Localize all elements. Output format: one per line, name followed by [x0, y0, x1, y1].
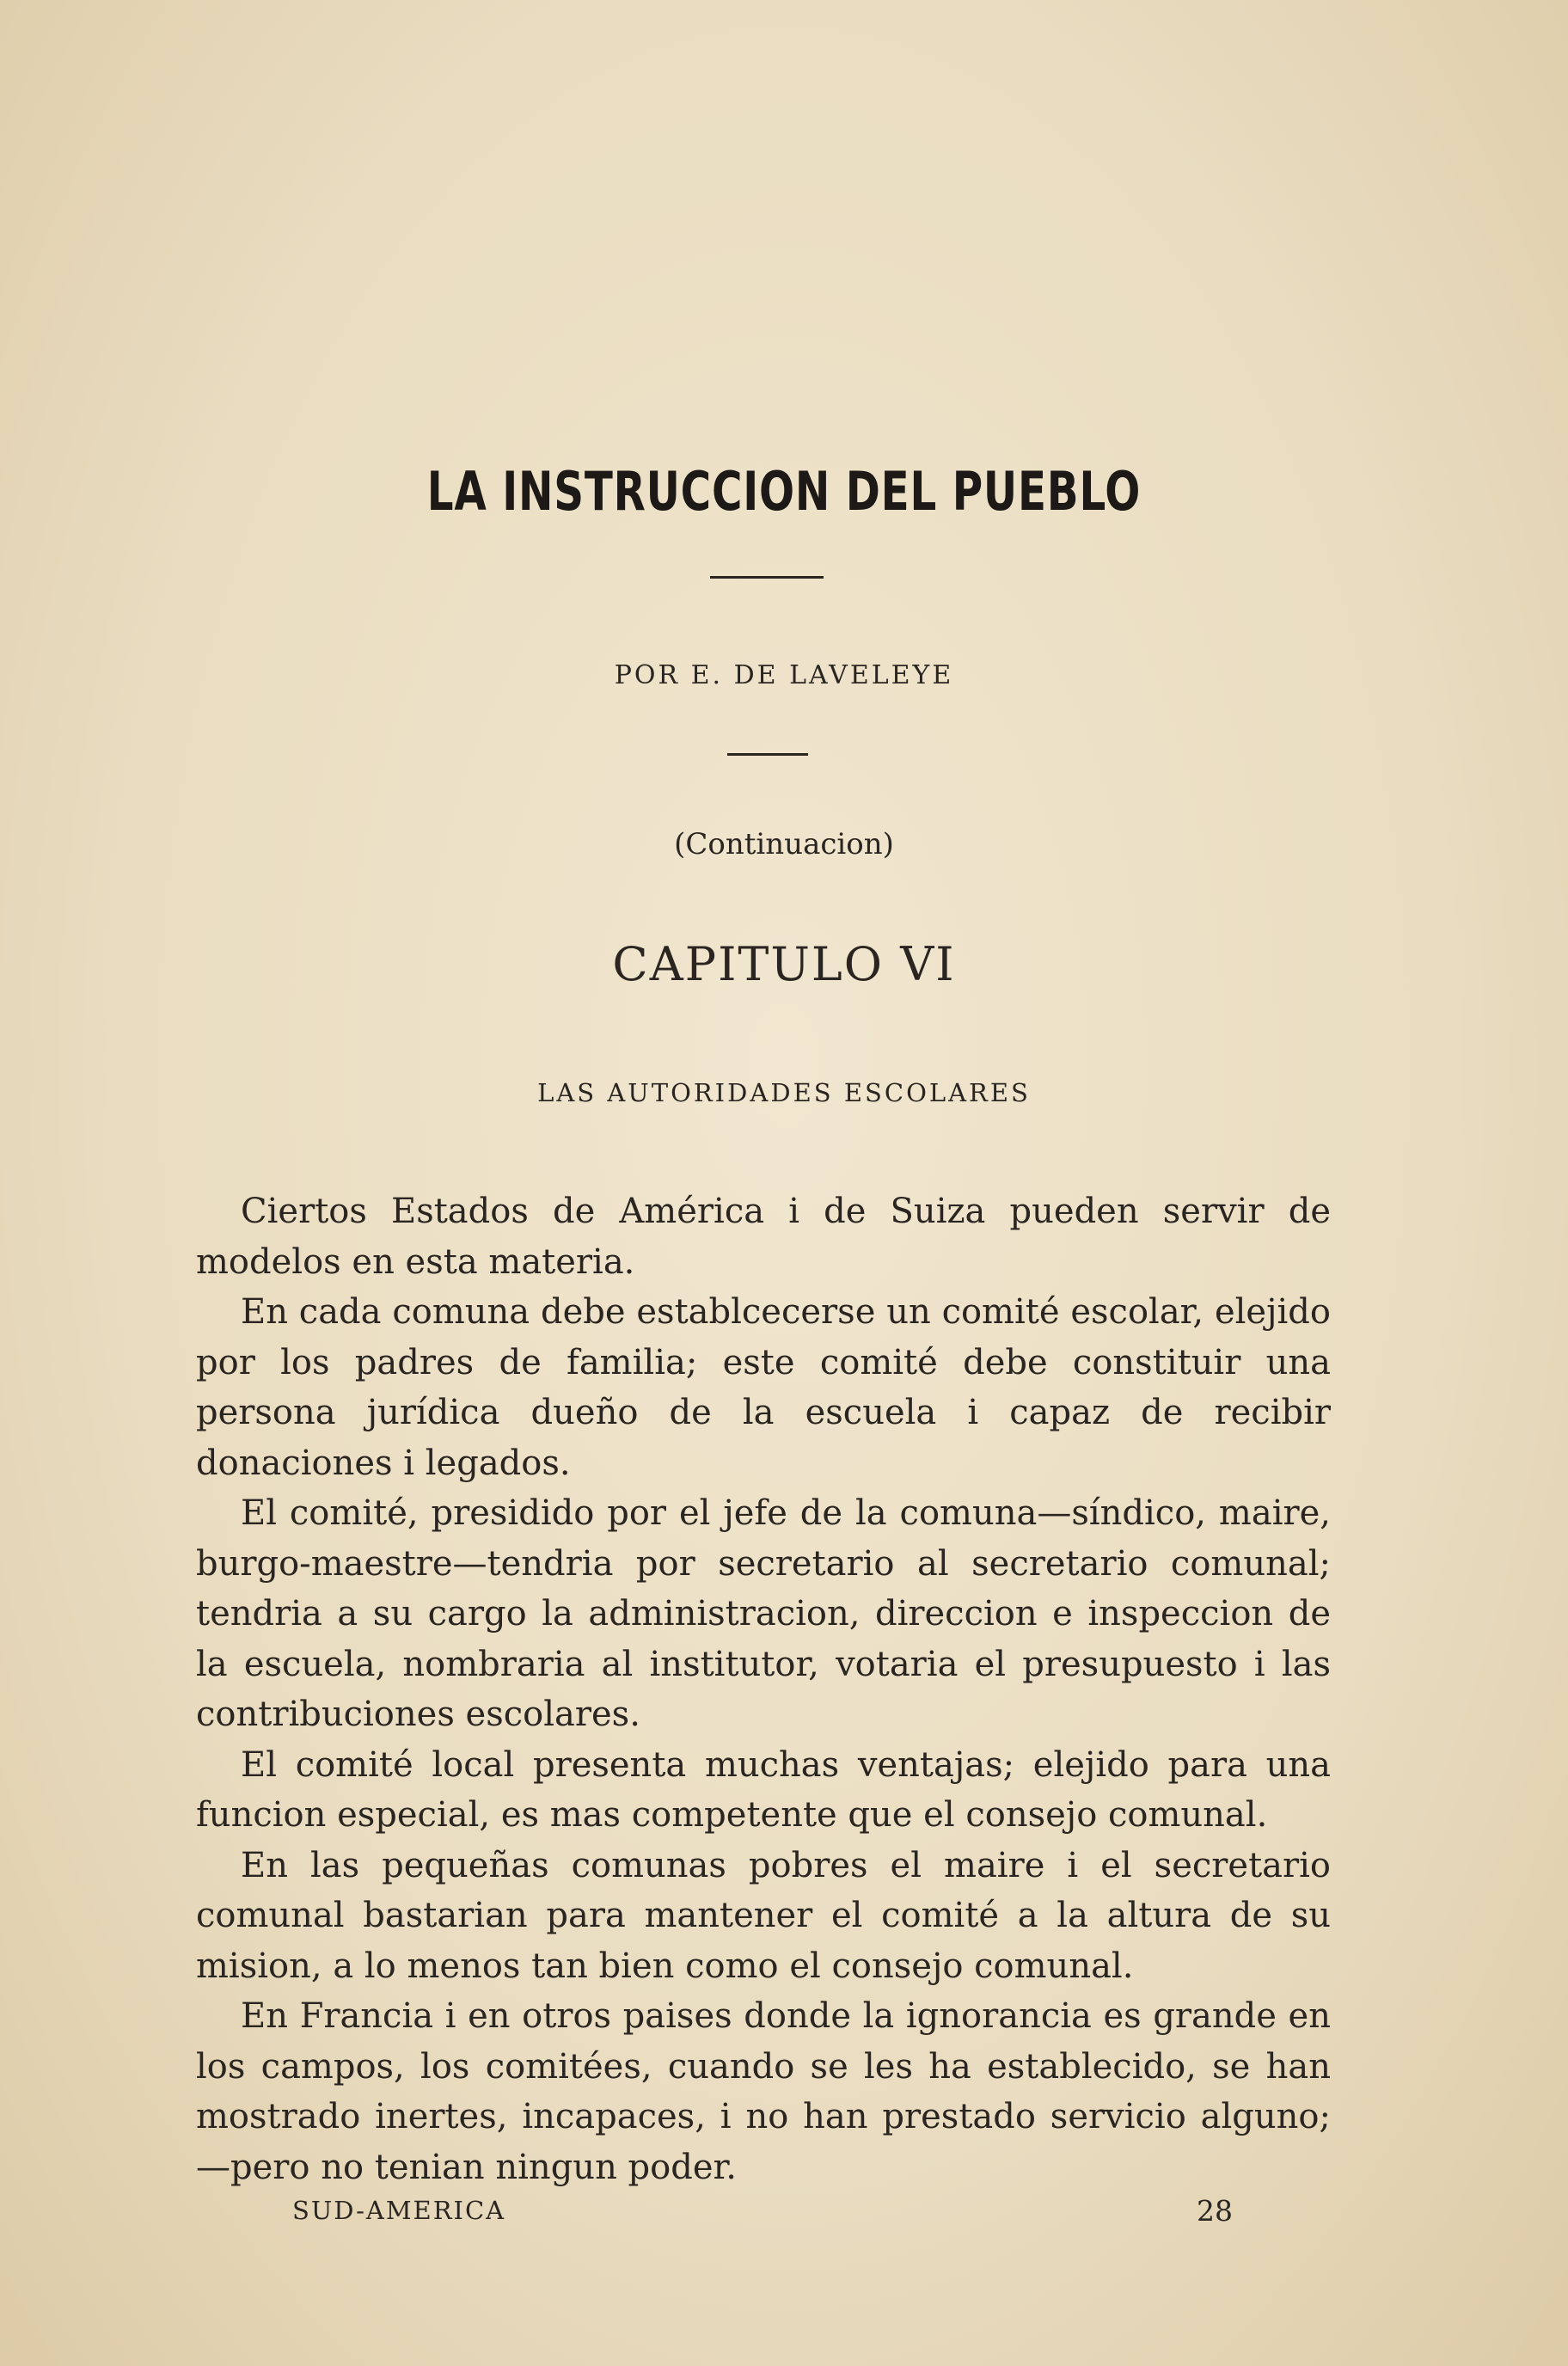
paragraph: En cada comuna debe establcecerse un comité escolar, elejido por los padres de familia; este comité debe constituir una persona jurídica dueño de la escuela i capaz de recibir donaciones i legados. — [196, 1292, 1331, 1483]
article-title: LA INSTRUCCION DEL PUEBLO — [426, 460, 1142, 523]
chapter-subtitle: LAS AUTORIDADES ESCOLARES — [537, 1078, 1031, 1107]
paragraph: Ciertos Estados de América i de Suiza pueden servir de modelos en esta materia. — [196, 1192, 1331, 1282]
chapter-heading: CAPITULO VI — [612, 937, 956, 991]
paragraph: El comité local presenta muchas ventajas; elejido para una funcion especial, es mas competente que el consejo comunal. — [196, 1744, 1331, 1835]
footer-journal-name: SUD-AMERICA — [292, 2196, 506, 2225]
paragraph: El comité, presidido por el jefe de la comuna—síndico, maire, burgo-maestre—tendria por secretario al secretario comunal; tendria a su cargo la administracion, direccion e inspeccion de la escuela, nombraria al institutor, votaria el presupuesto i las contribuciones escolares. — [196, 1493, 1331, 1734]
paragraph: En Francia i en otros paises donde la ignorancia es grande en los campos, los comitées, cuando se les ha establecido, se han mostrado inertes, incapaces, i no han prestado servicio alguno;—pero no tenian ningun poder. — [196, 1996, 1331, 2187]
continuation-note: (Continuacion) — [674, 827, 894, 861]
paragraph: En las pequeñas comunas pobres el maire i el secretario comunal bastarian para mantener el comité a la altura de su mision, a lo menos tan bien como el consejo comunal. — [196, 1845, 1331, 1986]
title-divider — [710, 576, 824, 579]
page-number: 28 — [1197, 2194, 1233, 2228]
article-body — [196, 1186, 1331, 2192]
article-author: POR E. DE LAVELEYE — [614, 660, 954, 690]
author-divider — [727, 753, 808, 756]
